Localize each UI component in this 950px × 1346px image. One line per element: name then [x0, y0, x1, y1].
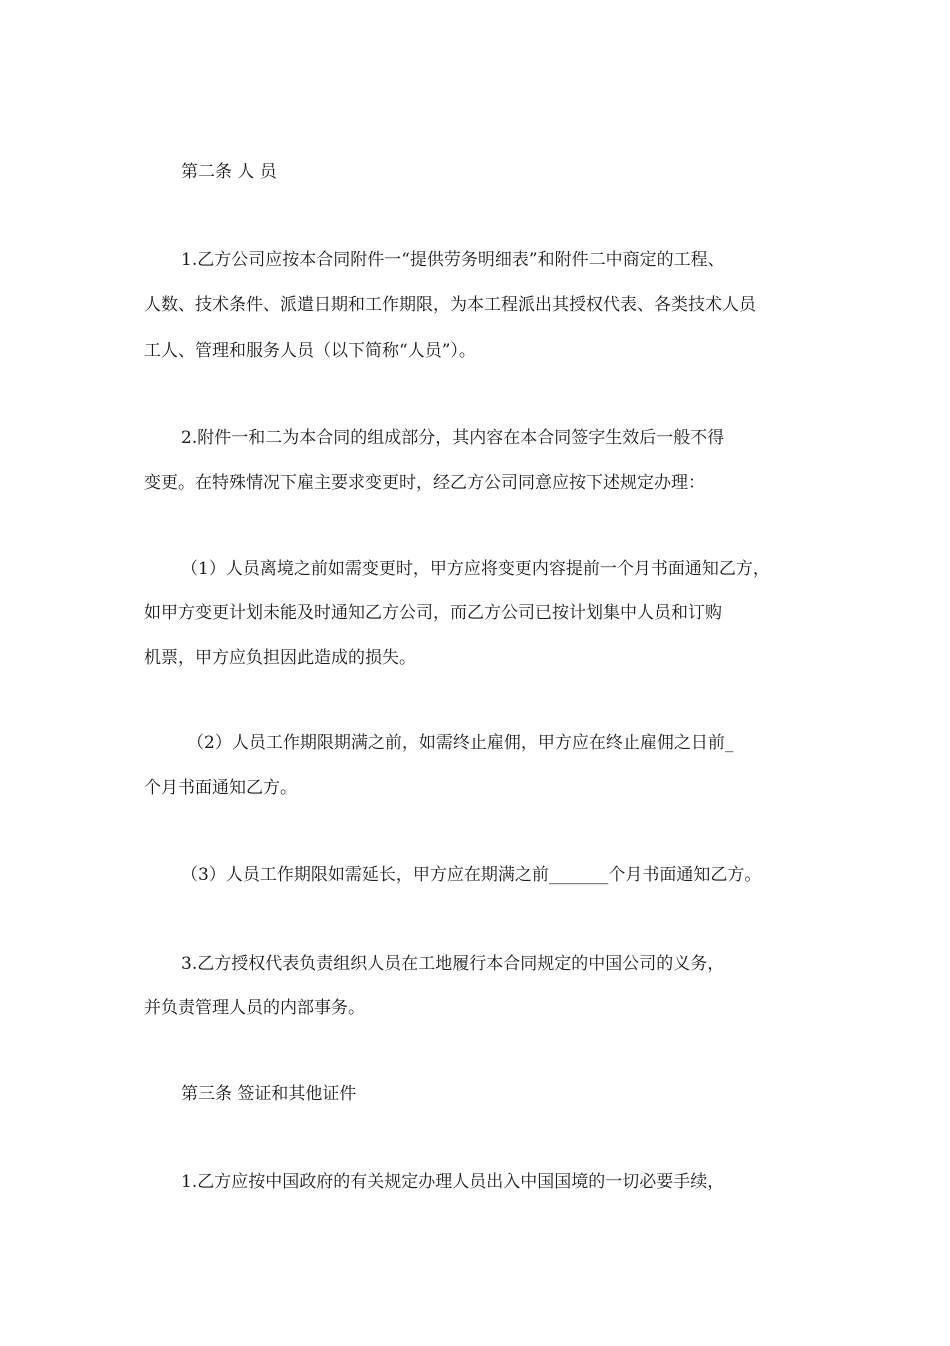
article-2-clause-3-line-1: 3.乙方授权代表负责组织人员在工地履行本合同规定的中国公司的义务， [181, 954, 725, 974]
article-3-clause-1-line-1: 1.乙方应按中国政府的有关规定办理人员出入中国国境的一切必要手续， [181, 1172, 725, 1192]
article-2-sub-1-line-3: 机票，甲方应负担因此造成的损失。 [144, 648, 416, 668]
article-2-sub-2-line-2: 个月书面通知乙方。 [144, 778, 297, 798]
article-2-sub-1-line-1: （1）人员离境之前如需变更时，甲方应将变更内容提前一个月书面通知乙方， [181, 559, 770, 579]
article-2-clause-3-line-2: 并负责管理人员的内部事务。 [144, 998, 365, 1018]
article-3-heading: 第三条 签证和其他证件 [181, 1084, 357, 1104]
article-2-sub-3-line-1: （3）人员工作期限如需延长，甲方应在期满之前_______个月书面通知乙方。 [181, 865, 762, 885]
article-2-clause-1-line-3: 工人、管理和服务人员（以下简称“人员”）。 [144, 341, 476, 361]
article-2-sub-1-line-2: 如甲方变更计划未能及时通知乙方公司，而乙方公司已按计划集中人员和订购 [144, 603, 722, 623]
article-2-clause-2-line-2: 变更。在特殊情况下雇主要求变更时，经乙方公司同意应按下述规定办理： [144, 473, 705, 493]
article-2-clause-1-line-2: 人数、技术条件、派遣日期和工作期限，为本工程派出其授权代表、各类技术人员 [144, 295, 756, 315]
article-2-sub-2-line-1: （2）人员工作期限期满之前，如需终止雇佣，甲方应在终止雇佣之日前_ [187, 733, 734, 753]
article-2-clause-1-line-1: 1.乙方公司应按本合同附件一“提供劳务明细表”和附件二中商定的工程、 [181, 250, 725, 270]
article-2-clause-2-line-1: 2.附件一和二为本合同的组成部分，其内容在本合同签字生效后一般不得 [181, 428, 725, 448]
article-2-heading: 第二条 人 员 [181, 162, 277, 182]
